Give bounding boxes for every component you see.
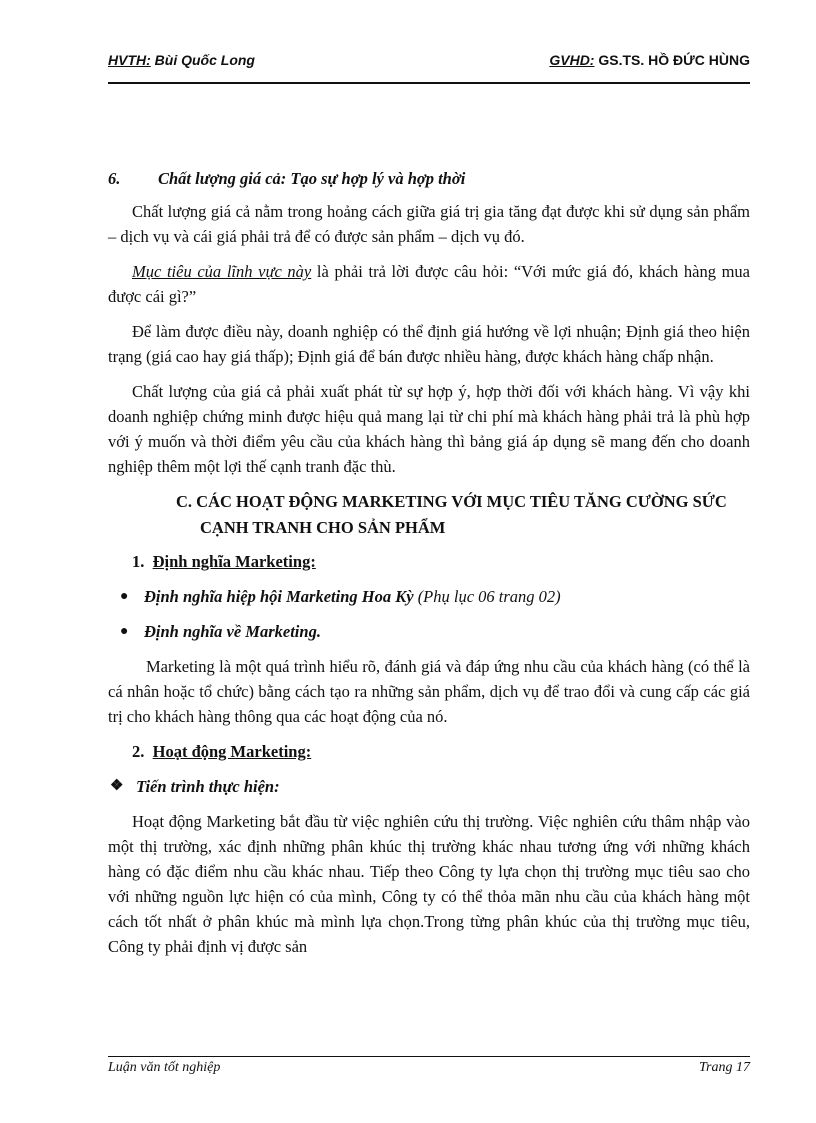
student-label bbox=[108, 52, 255, 68]
section-6-title: Chất lượng giá cả: Tạo sự hợp lý và hợp thời bbox=[158, 169, 466, 188]
heading-1-number: 1. bbox=[132, 552, 145, 571]
paragraph-objective bbox=[108, 259, 750, 309]
paragraph-price-quality: Chất lượng giá cả nằm trong hoảng cách giữa giá trị gia tăng đạt được khi sử dụng sản phẩm – dịch vụ và cái giá phải trả để có được sản phẩm – dịch vụ đó. bbox=[108, 202, 750, 246]
header-rule bbox=[108, 82, 750, 84]
process-title: Tiến trình thực hiện: bbox=[136, 777, 280, 796]
section-6-heading bbox=[108, 166, 750, 191]
process-heading bbox=[108, 774, 750, 799]
paragraph-marketing-definition: Marketing là một quá trình hiểu rõ, đánh giá và đáp ứng nhu cầu của khách hàng (có thể là cá nhân hoặc tổ chức) bằng cách tạo ra những sản phẩm, dịch vụ để trao đổi và cung cấp các giá trị cho khách hàng thông qua các hoạt động của nó. bbox=[108, 657, 750, 726]
footer-rule bbox=[108, 1056, 750, 1057]
paragraph-price-fit: Chất lượng của giá cả phải xuất phát từ sự hợp ý, hợp thời đối với khách hàng. Vì vậy khi doanh nghiệp chứng minh được hiệu quả mang lại từ chi phí mà khách hàng phải trả là phù hợp với ý muốn và thời điểm yêu cầu của khách hàng thì bảng giá áp dụng sẽ mang đến cho doanh nghiệp thêm một lợi thế cạnh tranh đặc thù. bbox=[108, 382, 750, 476]
bullet-icon: ● bbox=[120, 589, 129, 604]
heading-2-title: Hoạt động Marketing: bbox=[152, 742, 312, 761]
paragraph-process: Hoạt động Marketing bắt đầu từ việc nghiên cứu thị trường. Việc nghiên cứu thâm nhập vào một thị trường, xác định những phân khúc thị trường khác nhau tương ứng với những khách hàng có đặc điểm nhu cầu khác nhau. Tiếp theo Công ty lựa chọn thị trường mục tiêu sao cho với những nguồn lực hiện có của mình, Công ty có thể thỏa mãn nhu cầu của khách hàng một cách tốt nhất ở phân khúc mà mình lựa chọn.Trong từng phân khúc của thị trường mục tiêu, Công ty phải định vị được sản bbox=[108, 812, 750, 956]
bullet-1-bold: Định nghĩa hiệp hội Marketing Hoa Kỳ bbox=[144, 587, 414, 606]
advisor-key: GVHD: bbox=[549, 52, 595, 68]
paragraph-pricing-methods: Để làm được điều này, doanh nghiệp có thể định giá hướng về lợi nhuận; Định giá theo hiện trạng (giá cao hay giá thấp); Định giá để bán được nhiều hàng, được khách hàng chấp nhận. bbox=[108, 322, 750, 366]
page-number: Trang 17 bbox=[699, 1060, 750, 1075]
four-diamond-icon: ❖ bbox=[110, 778, 124, 794]
advisor-name: GS.TS. HỒ ĐỨC HÙNG bbox=[594, 52, 750, 68]
heading-marketing-activities bbox=[132, 739, 750, 764]
bullet-marketing-definition bbox=[108, 619, 750, 644]
advisor-label bbox=[549, 52, 750, 68]
student-key: HVTH: bbox=[108, 52, 151, 68]
heading-marketing-definition bbox=[132, 549, 750, 574]
heading-1-title: Định nghĩa Marketing: bbox=[152, 552, 316, 571]
section-6-number: 6. bbox=[108, 169, 121, 188]
heading-2-number: 2. bbox=[132, 742, 145, 761]
page-footer bbox=[108, 1060, 750, 1080]
page-body bbox=[108, 166, 750, 969]
bullet-2-bold: Định nghĩa về Marketing. bbox=[144, 622, 321, 641]
bullet-1-ref: (Phụ lục 06 trang 02) bbox=[413, 587, 561, 606]
bullet-ama-definition bbox=[108, 584, 750, 609]
bullet-icon: ● bbox=[120, 624, 129, 639]
footer-thesis-label: Luận văn tốt nghiệp bbox=[108, 1060, 221, 1075]
objective-rest: là phải trả lời được câu hỏi: “Với mức giá đó, khách hàng mua được cái gì?” bbox=[108, 262, 750, 306]
student-name: Bùi Quốc Long bbox=[150, 52, 255, 68]
page-header bbox=[108, 52, 750, 74]
section-c-heading: C. CÁC HOẠT ĐỘNG MARKETING VỚI MỤC TIÊU TĂNG CƯỜNG SỨC CẠNH TRANH CHO SẢN PHẨM bbox=[176, 492, 727, 537]
objective-underlined: Mục tiêu của lĩnh vực này bbox=[132, 262, 312, 281]
